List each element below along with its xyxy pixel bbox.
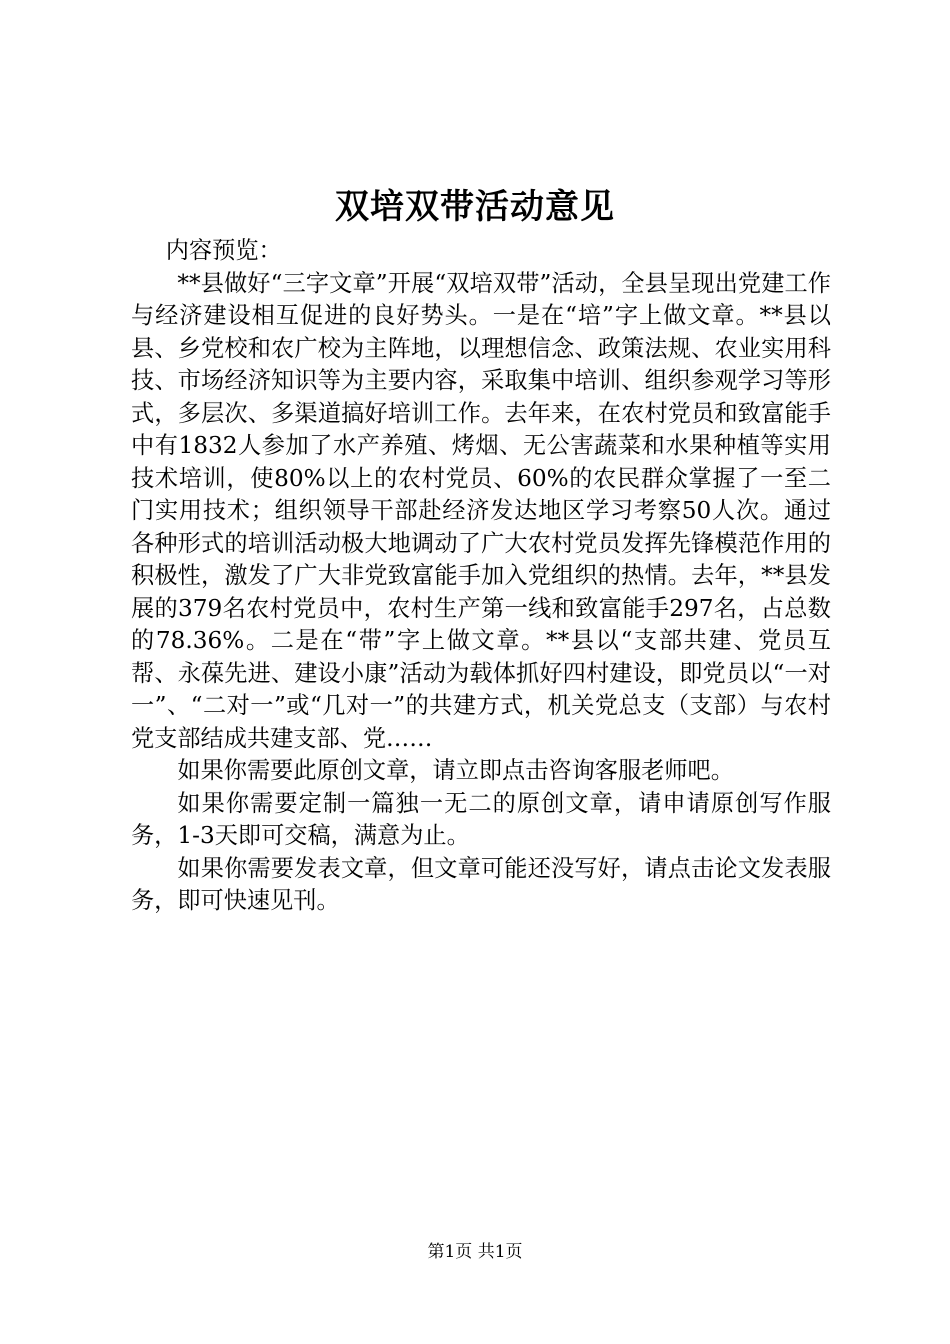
document-body	[131, 235, 831, 918]
paragraph-publish: 如果你需要发表文章，但文章可能还没写好，请点击论文发表服务，即可快速见刊。	[131, 854, 831, 914]
paragraph-custom-writing: 如果你需要定制一篇独一无二的原创文章，请申请原创写作服务，1-3天即可交稿，满意为止。	[131, 789, 831, 849]
paragraph-main: **县做好“三字文章”开展“双培双带”活动，全县呈现出党建工作与经济建设相互促进的良好势头。一是在“培”字上做文章。**县以县、乡党校和农广校为主阵地，以理想信念、政策法规、农业实用科技、市场经济知识等为主要内容，采取集中培训、组织参观学习等形式，多层次、多渠道搞好培训工作。去年来，在农村党员和致富能手中有1832人参加了水产养殖、烤烟、无公害蔬菜和水果种植等实用技术培训，使80%以上的农村党员、60%的农民群众掌握了一至二门实用技术；组织领导干部赴经济发达地区学习考察50人次。通过各种形式的培训活动极大地调动了广大农村党员发挥先锋模范作用的积极性，激发了广大非党致富能手加入党组织的热情。去年，**县发展的379名农村党员中，农村生产第一线和致富能手297名，占总数的78.36%。二是在“带”字上做文章。**县以“支部共建、党员互帮、永葆先进、建设小康”活动为载体抓好四村建设，即党员以“一对一”、“二对一”或“几对一”的共建方式，机关党总支（支部）与农村党支部结成共建支部、党……	[131, 269, 831, 752]
paragraph-consult: 如果你需要此原创文章，请立即点击咨询客服老师吧。	[177, 757, 734, 784]
preview-label: 内容预览：	[165, 237, 282, 264]
page-footer: 第1页 共1页	[427, 1242, 523, 1262]
document-title: 双培双带活动意见	[335, 187, 615, 227]
